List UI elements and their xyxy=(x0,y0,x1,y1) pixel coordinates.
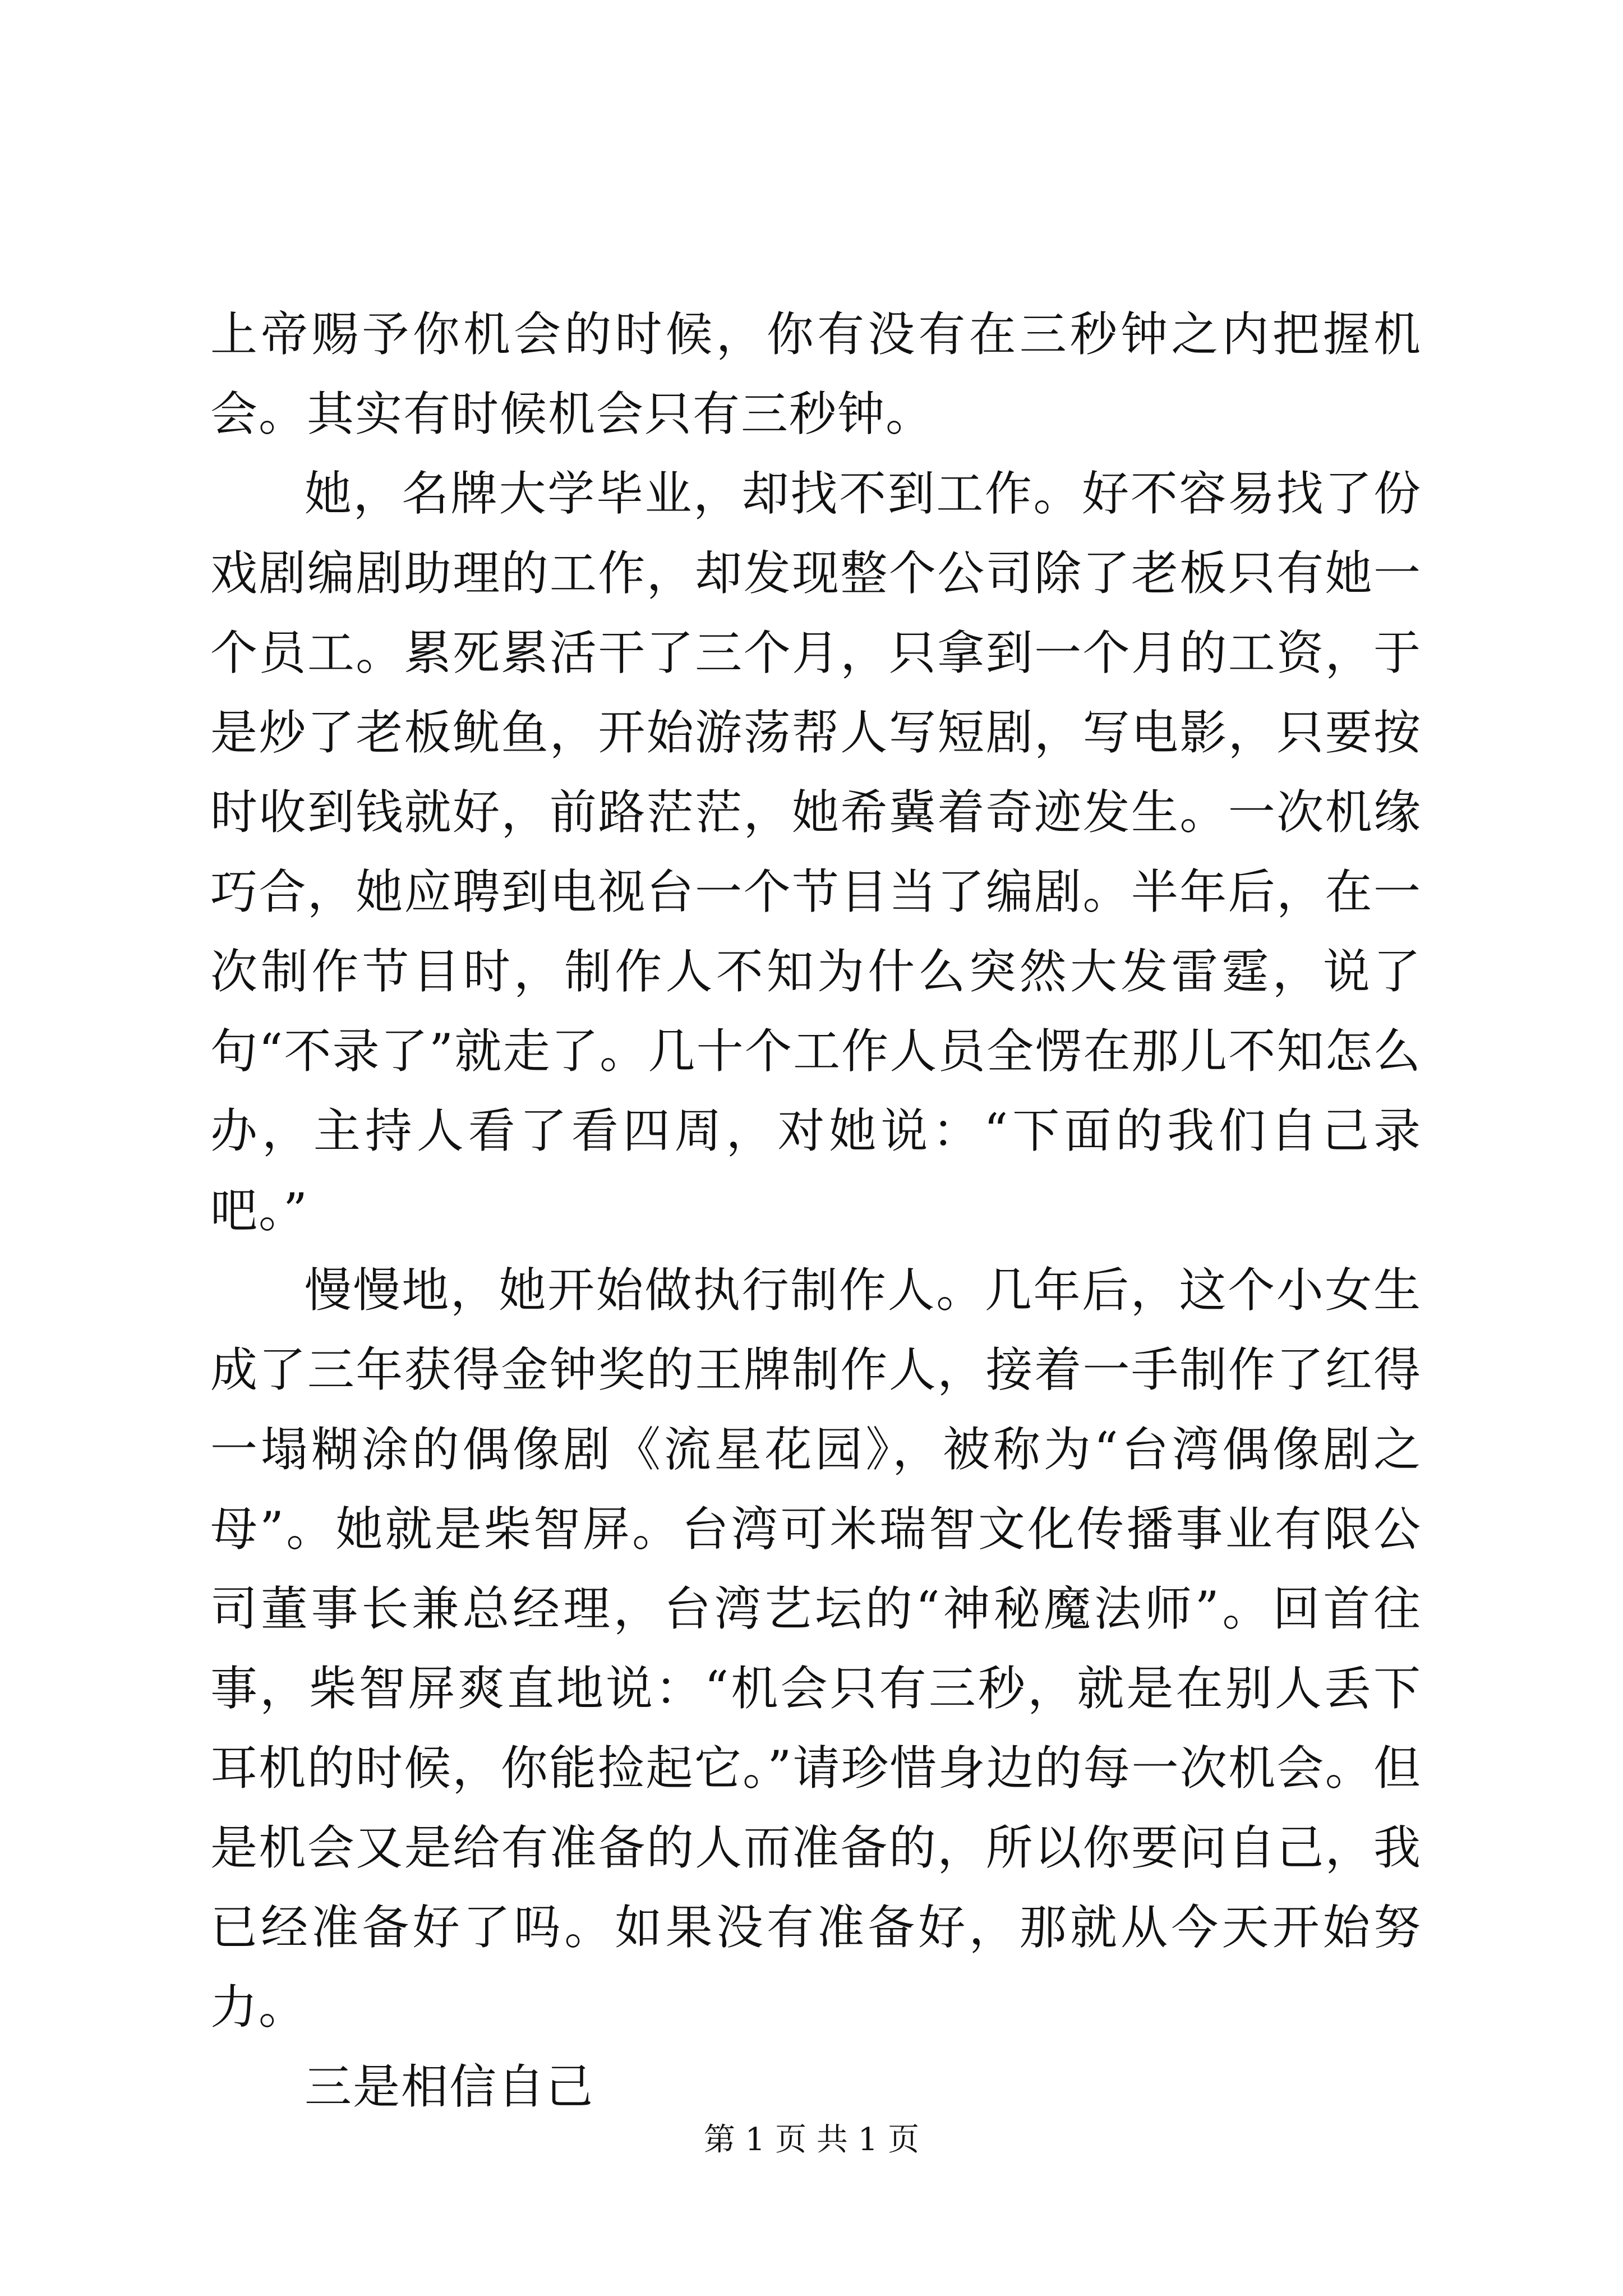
page-footer: 第 1 页 共 1 页 xyxy=(703,2122,920,2158)
paragraph-heading-believe-yourself: 三是相信自己 xyxy=(305,2059,594,2114)
paragraph-outcome: 慢慢地，她开始做执行制作人。几年后，这个小女生成了三年获得金钟奖的王牌制作人，接着一手制作了红得一塌糊涂的偶像剧《流星花园》，被称为“台湾偶像剧之母”。她就是柴智屏。台湾可米瑞智文化传播事业有限公司董事长兼总经理，台湾艺坛的“神秘魔法师”。回首往事，柴智屏爽直地说：“机会只有三秒，就是在别人丢下耳机的时候，你能捡起它。”请珍惜身边的每一次机会。但是机会又是给有准备的人而准备的，所以你要问自己，我已经准备好了吗。如果没有准备好，那就从今天开始努力。 xyxy=(210,1263,1422,2035)
paragraph-opening: 上帝赐予你机会的时候，你有没有在三秒钟之内把握机会。其实有时候机会只有三秒钟。 xyxy=(210,307,1422,441)
paragraph-story: 她，名牌大学毕业，却找不到工作。好不容易找了份戏剧编剧助理的工作，却发现整个公司除了老板只有她一个员工。累死累活干了三个月，只拿到一个月的工资，于是炒了老板鱿鱼，开始游荡帮人写短剧，写电影，只要按时收到钱就好，前路茫茫，她希冀着奇迹发生。一次机缘巧合，她应聘到电视台一个节目当了编剧。半年后，在一次制作节目时，制作人不知为什么突然大发雷霆，说了句“不录了”就走了。几十个工作人员全愣在那儿不知怎么办，主持人看了看四周，对她说：“下面的我们自己录吧。” xyxy=(210,466,1422,1238)
document-body xyxy=(210,295,1422,2127)
